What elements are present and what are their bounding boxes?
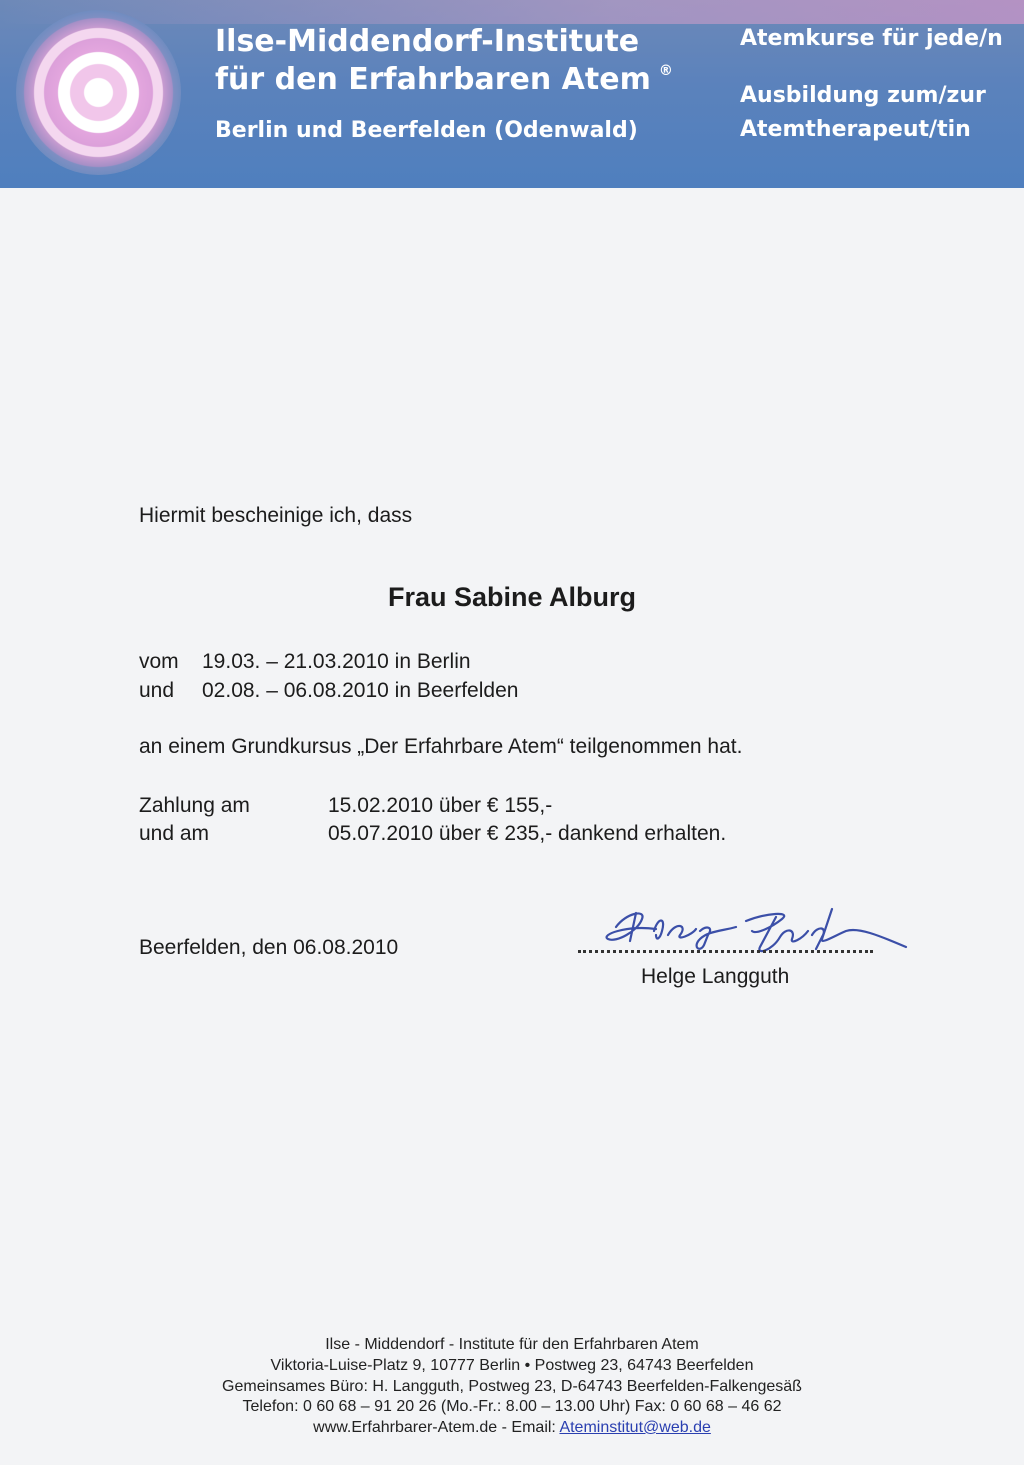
footer-website: www.Erfahrbarer-Atem.de - Email:: [313, 1419, 560, 1436]
payment1-text: 15.02.2010 über € 155,-: [328, 794, 553, 817]
period2-label: und: [139, 679, 175, 702]
payment2-label: und am: [139, 822, 210, 845]
recipient-name: Frau Sabine Alburg: [387, 582, 637, 612]
period1-text: 19.03. – 21.03.2010 in Berlin: [202, 650, 471, 673]
footer-addresses: Viktoria-Luise-Platz 9, 10777 Berlin • Postweg 23, 64743 Beerfelden: [270, 1357, 754, 1374]
institute-name: Ilse-Middendorf-Institute: [215, 24, 640, 59]
payment2-text: 05.07.2010 über € 235,- dankend erhalten.: [328, 822, 727, 845]
offer-courses: Atemkurse für jede/n: [740, 26, 1003, 51]
footer-web-email: [0, 1419, 1024, 1437]
period2-text: 02.08. – 06.08.2010 in Beerfelden: [202, 679, 519, 702]
certificate-intro: Hiermit bescheinige ich, dass: [139, 504, 413, 527]
place-and-date: Beerfelden, den 06.08.2010: [139, 936, 399, 959]
letterhead-banner: [0, 0, 1024, 188]
concentric-circles-logo-icon: [16, 10, 181, 175]
offer-training-line2: Atemtherapeut/tin: [740, 117, 971, 142]
registered-mark: ®: [658, 63, 673, 79]
banner-glow: [0, 0, 1024, 24]
email-link[interactable]: Ateminstitut@web.de: [559, 1419, 711, 1436]
signature-line: [578, 942, 873, 953]
course-statement: an einem Grundkursus „Der Erfahrbare Atem“ teilgenommen hat.: [139, 735, 743, 758]
handwritten-signature: [596, 895, 916, 965]
footer-office: Gemeinsames Büro: H. Langguth, Postweg 23, D-64743 Beerfelden-Falkengesäß: [222, 1378, 802, 1395]
period1-label: vom: [139, 650, 179, 673]
signer-name: Helge Langguth: [641, 965, 790, 988]
institute-subtitle: für den Erfahrbaren Atem ®: [215, 62, 673, 97]
payment1-label: Zahlung am: [139, 794, 250, 817]
footer-institute: Ilse - Middendorf - Institute für den Erfahrbaren Atem: [325, 1336, 699, 1353]
institute-locations: Berlin und Beerfelden (Odenwald): [215, 118, 638, 143]
footer-phone-fax: Telefon: 0 60 68 – 91 20 26 (Mo.-Fr.: 8.00 – 13.00 Uhr) Fax: 0 60 68 – 46 62: [242, 1398, 782, 1415]
offer-training-line1: Ausbildung zum/zur: [740, 83, 986, 108]
